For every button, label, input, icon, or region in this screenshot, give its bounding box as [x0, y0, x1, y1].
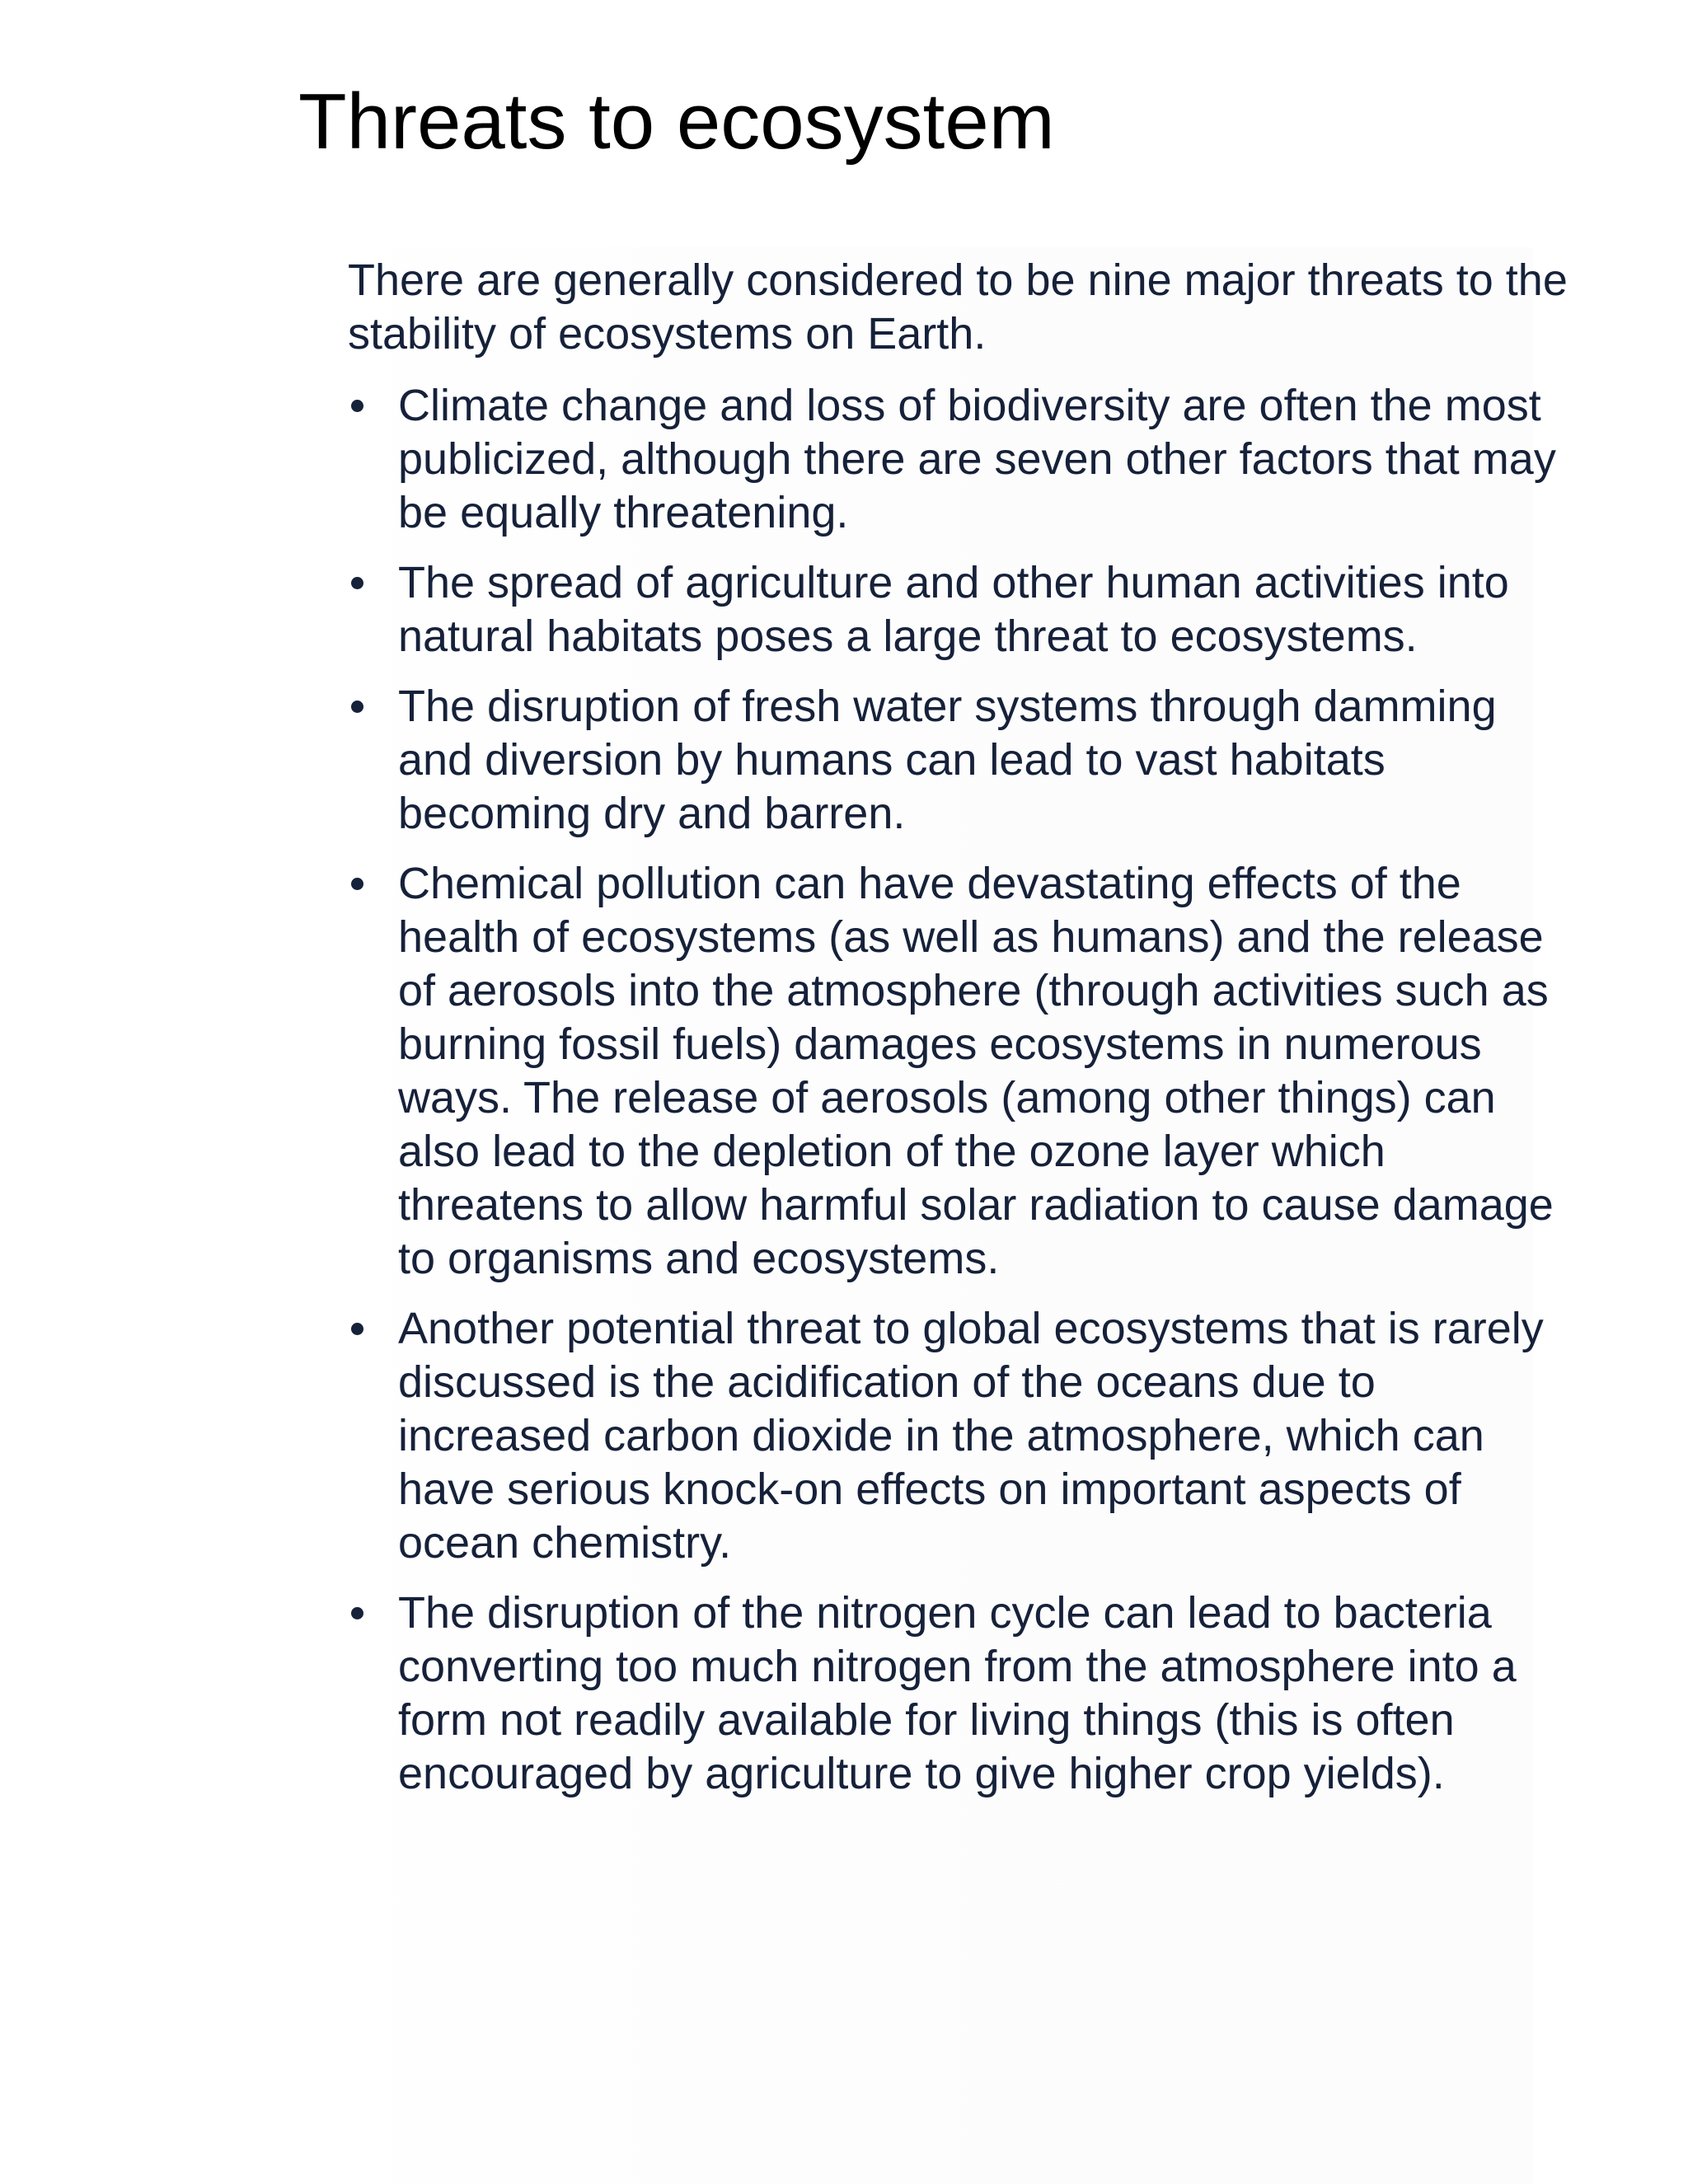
intro-paragraph: There are generally considered to be nine major threats to the stability of ecosystems on Earth.: [348, 255, 1568, 359]
list-item: [348, 680, 1568, 841]
list-item: [348, 1302, 1568, 1570]
list-item-text: The disruption of fresh water systems through damming and diversion by humans can lead to vast habitats becoming dry and barren.: [398, 682, 1497, 838]
bullet-icon: [351, 577, 363, 589]
list-item: [348, 556, 1568, 663]
list-item: [348, 379, 1568, 540]
list-item-text: Climate change and loss of biodiversity are often the most publicized, although there are seven other factors that may be equally threatening.: [398, 381, 1556, 537]
bullet-icon: [351, 1607, 363, 1619]
list-item-text: Another potential threat to global ecosystems that is rarely discussed is the acidification of the oceans due to increased carbon dioxide in the atmosphere, which can have serious knock-on effects on important aspects of ocean chemistry.: [398, 1304, 1544, 1568]
list-item-text: Chemical pollution can have devastating effects of the health of ecosystems (as well as humans) and the release of aerosols into the atmosphere (through activities such as burning fossil fuels) damages ecosystems in numerous ways. The release of aerosols (among other things) can also lead to the depletion of the ozone layer which threatens to allow harmful solar radiation to cause damage to organisms and ecosystems.: [398, 859, 1554, 1283]
list-item-text: The spread of agriculture and other human activities into natural habitats poses a large threat to ecosystems.: [398, 558, 1509, 661]
bullet-icon: [351, 1323, 363, 1335]
threats-list: [348, 379, 1568, 1801]
page-title: Threats to ecosystem: [298, 77, 1055, 166]
bullet-icon: [351, 878, 363, 890]
list-item: [348, 1586, 1568, 1801]
list-item: [348, 857, 1568, 1286]
bullet-icon: [351, 400, 363, 412]
document-body: [348, 254, 1568, 1817]
bullet-icon: [351, 701, 363, 713]
list-item-text: The disruption of the nitrogen cycle can lead to bacteria converting too much nitrogen from the atmosphere into a form not readily available for living things (this is often encouraged by agriculture to give higher crop yields).: [398, 1588, 1517, 1798]
